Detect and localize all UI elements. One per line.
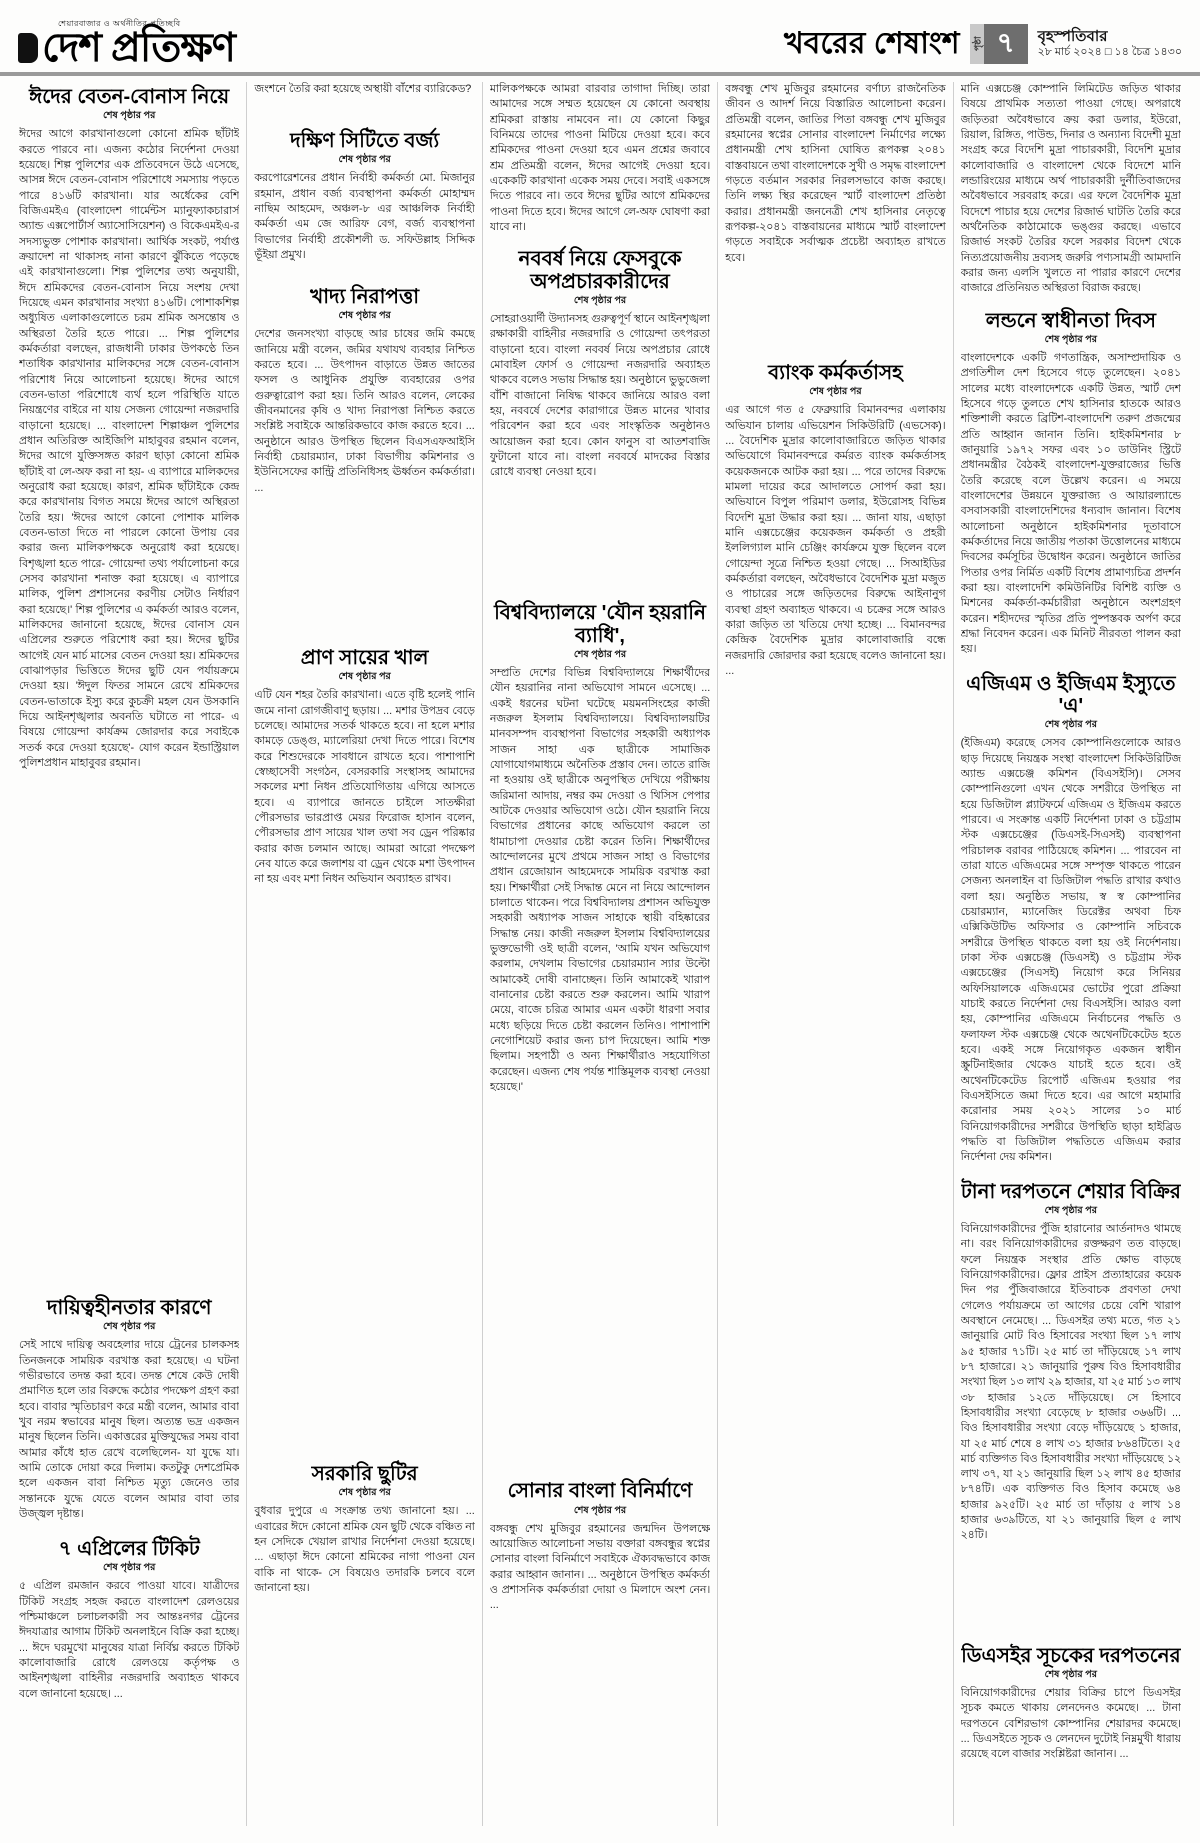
article-headline: লন্ডনে স্বাধীনতা দিবস	[985, 309, 1156, 332]
continued-from-label: শেষ পৃষ্ঠার পর	[1044, 719, 1097, 731]
column-3	[482, 82, 717, 1826]
continued-from-label: শেষ পৃষ্ঠার পর	[338, 310, 391, 322]
page-word-label: পৃষ্ঠা	[970, 24, 984, 64]
article-negligence	[19, 1293, 239, 1528]
article-body: সেই সাথে দায়িত্ব অবহেলার দায়ে ট্রেনের চালকসহ তিনজনকে সাময়িক বরখাস্ত করা হয়েছে। এ ঘটনা গভীরভাবে তদন্ত করা হবে। তদন্ত শেষে কেউ দোষী প্রমাণিত হলে তার বিরুদ্ধে কঠোর পদক্ষেপ গ্রহণ করা হবে। বাবার স্মৃতিচারণ করে মন্ত্রী বলেন, আমার বাবা খুব নরম স্বভাবের মানুষ ছিল। অত্যন্ত ভদ্র একজন মানুষ ছিলেন তিনি। একাত্তরের মুক্তিযুদ্ধের সময় বাবা আমার কাঁধে হাত রেখে বলেছিলেন- যা যুদ্ধে যা। আমি তোকে দোয়া করে দিলাম। কতটুকু দেশপ্রেমিক হলে একজন বাবা নিশ্চিত মৃত্যু জেনেও তার সন্তানকে যুদ্ধে যেতে বলেন আমার বাবা তার উজ্জ্বল দৃষ্টান্ত।	[19, 1339, 240, 1520]
date-line: ২৮ মার্চ ২০২৪ □ ১৪ চৈত্র ১৪৩০	[1037, 46, 1182, 59]
section-title: খবরের শেষাংশ	[783, 27, 960, 60]
article-body: বিনিয়োগকারীদের শেয়ার বিক্রির চাপে ডিএসইর সূচক কমতে থাকায় লেনদেনও কমেছে। ... টানা দরপতনে বেশিরভাগ কোম্পানির শেয়ারদর কমেছে। ... ডিএসইতে সূচক ও লেনদেন দুটোই নিম্নমুখী ধারায় রয়েছে বলে বাজার সংশ্লিষ্টরা জানান। ...	[960, 1686, 1182, 1761]
article-body: বাংলাদেশকে একটি গণতান্ত্রিক, অসাম্প্রদায়িক ও প্রগতিশীল দেশ হিসেবে গড়ে তুলেছেন। ২০৪১ সালের মধ্যে বাংলাদেশকে একটি উন্নত, স্মার্ট দেশ হিসেবে গড়ে তুলতে শেখ হাসিনার হাতকে আরও শক্তিশালী করতে ব্রিটিশ-বাংলাদেশি তরুণ প্রজন্মের প্রতি আহ্বান জানান তিনি। হাইকমিশনার ৮ জানুয়ারি ১৯৭২ সফর এবং ১০ ডাউনিং স্ট্রিটে প্রধানমন্ত্রীর বৈঠকই বাংলাদেশ-যুক্তরাজ্যের ভিত্তি তৈরি করেছে বলে উল্লেখ করেন। এ সময়ে বাংলাদেশের উন্নয়নে যুক্তরাজ্য ও আয়ারল্যান্ডে বসবাসকারী বাংলাদেশিদের ধন্যবাদ জানান। বিশেষ আলোচনা অনুষ্ঠানে হাইকমিশনার দূতাবাসে কর্মকর্তাদের নিয়ে জাতীয় পতাকা উত্তোলনের মাধ্যমে দিবসের কর্মসূচির উদ্বোধন করেন। অনুষ্ঠানে জাতির পিতার ওপর নির্মিত একটি বিশেষ প্রামাণ্যচিত্র প্রদর্শন করা হয়। বাংলাদেশি কমিউনিটির বিশিষ্ট ব্যক্তি ও মিশনের কর্মকর্তা-কর্মচারীরা অনুষ্ঠানে অংশগ্রহণ করেন। শহীদদের স্মৃতির প্রতি পুষ্পস্তবক অর্পণ করে শ্রদ্ধা নিবেদন করেন। এক মিনিট নীরবতা পালন করা হয়।	[960, 351, 1182, 656]
fragment-body: বঙ্গবন্ধু শেখ মুজিবুর রহমানের বর্ণাঢ্য রাজনৈতিক জীবন ও আদর্শ নিয়ে বিস্তারিত আলোচনা করেন। প্রতিমন্ত্রী বলেন, জাতির পিতা বঙ্গবন্ধু শেখ মুজিবুর রহমানের স্বপ্নের সোনার বাংলাদেশ নির্মাণের লক্ষ্যে প্রধানমন্ত্রী শেখ হাসিনা ঘোষিত রূপকল্প ২০৪১ বাস্তবায়নে তথা বাংলাদেশকে সুখী ও সমৃদ্ধ বাংলাদেশ গড়তে বর্তমান সরকার নিরলসভাবে কাজ করছে। তিনি লক্ষ্য স্থির করেছেন স্মার্ট বাংলাদেশ প্রতিষ্ঠা করার। প্রধানমন্ত্রী জননেত্রী শেখ হাসিনার নেতৃত্বে রূপকল্প-২০৪১ বাস্তবায়নের মাধ্যমে স্মার্ট বাংলাদেশ গড়তে সবাইকে সর্বাত্মক প্রচেষ্টা অব্যাহত রাখতে হবে।	[725, 83, 946, 264]
column-1	[12, 82, 246, 1826]
continued-from-label: শেষ পৃষ্ঠার পর	[338, 154, 391, 166]
article-body: এর আগে গত ৫ ফেব্রুয়ারি বিমানবন্দর এলাকায় অভিযান চালায় এভিয়েশন সিকিউরিটি (এভসেক)। ... বৈদেশিক মুদ্রার কালোবাজারিতে জড়িত থাকার অভিযোগে বিমানবন্দরে কর্মরত ব্যাংক কর্মকর্তাসহ কয়েকজনকে আটক করা হয়। ... পরে তাদের বিরুদ্ধে মামলা দায়ের করে আদালতে সোপর্দ করা হয়। অভিযানে বিপুল পরিমাণ ডলার, ইউরোসহ বিভিন্ন বিদেশি মুদ্রা উদ্ধার করা হয়। ... জানা যায়, এছাড়া মানি এক্সচেঞ্জের কয়েকজন কর্মকর্তা ও প্রহরী ইললিগ্যাল মানি চেঞ্জিং কার্যক্রমে যুক্ত ছিলেন বলে গোয়েন্দা সূত্রে নিশ্চিত হওয়া গেছে। ... সিআইডির কর্মকর্তারা বলছেন, অবৈধভাবে বৈদেশিক মুদ্রা মজুত ও পাচারের সঙ্গে জড়িতদের বিরুদ্ধে আইনানুগ ব্যবস্থা গ্রহণ অব্যাহত থাকবে। এ চক্রের সঙ্গে আরও কারা জড়িত তা খতিয়ে দেখা হচ্ছে। ... বিমানবন্দর কেন্দ্রিক বৈদেশিক মুদ্রার কালোবাজারি বন্ধে নজরদারি জোরদার করা হয়েছে বলেও জানানো হয়। ...	[725, 404, 946, 677]
article-body: এটি যেন শহর তৈরি কারখানা। এতে বৃষ্টি হলেই পানি জমে নানা রোগজীবাণু ছড়ায়। ... মশার উপদ্রব বেড়ে চলেছে। আমাদের সতর্ক থাকতে হবে। না হলে মশার কামড়ে ডেঙ্গু, ম্যালেরিয়া দেখা দিতে পারে। বিশেষ করে শিশুদেরকে সাবধানে রাখতে হবে। পাশাপাশি স্বেচ্ছাসেবী সংগঠন, বেসরকারি সংস্থাসহ আমাদের সকলের মশা নিধন প্রতিযোগিতায় এগিয়ে আসতে হবে। এ ব্যাপারে জানতে চাইলে সাতক্ষীরা পৌরসভার ভারপ্রাপ্ত মেয়র ফিরোজ হাসান বলেন, পৌরসভার প্রাণ সায়ের খাল তথা সব ড্রেন পরিষ্কার করার কাজ চলমান আছে। আমরা আরো পদক্ষেপ নেব যাতে করে জলাশয় বা ড্রেন থেকে মশা উৎপাদন না হয় এবং মশা নিধন অভিযান অব্যাহত রাখব।	[254, 689, 475, 886]
article-bank-officials	[725, 358, 945, 684]
article-columns	[0, 76, 1200, 1836]
column-4	[717, 82, 952, 1826]
article-body: ঈদের আগে কারখানাগুলো কোনো শ্রমিক ছাঁটাই করতে পারবে না। এজন্য কঠোর নির্দেশনা দেওয়া হয়েছে। শিল্প পুলিশের এক প্রতিবেদনে উঠে এসেছে, আসন্ন ঈদে বেতন-বোনাস পরিশোধে সমস্যায় পড়তে পারে ৪১৬টি কারখানা। যার অর্ধেকের বেশি বিজিএমইএ (বাংলাদেশ গার্মেন্টস ম্যানুফ্যাকচারার্স অ্যান্ড এক্সপোর্টার্স অ্যাসোসিয়েশন) ও বিকেএমইএ-র সদস্যভুক্ত পোশাক কারখানা। আর্থিক সংকট, পর্যাপ্ত ক্রয়াদেশ না থাকাসহ নানা কারণে ঝুঁকিতে পড়েছে এই কারখানাগুলো। শিল্প পুলিশের তথ্য অনুযায়ী, ঈদে শ্রমিকদের বেতন-বোনাস নিয়ে সংশয় দেখা দিয়েছে এমন কারখানার সংখ্যা ৪১৬টি। পোশাকশিল্প অধ্যুষিত এলাকাগুলোতে চরম শ্রমিক অসন্তোষ ও অস্থিরতা তৈরি হতে পারে। ... শিল্প পুলিশের কর্মকর্তারা বলছেন, রাজধানী ঢাকার উপকণ্ঠে তিন শতাধিক কারখানার মালিকদের সঙ্গে বেতন-বোনাস পরিশোধ নিয়ে আলোচনা হয়েছে। ঈদের আগে বেতন-ভাতা পরিশোধে ব্যর্থ হলে পরিস্থিতি যাতে নিয়ন্ত্রণের বাইরে না যায় সেজন্য গোয়েন্দা নজরদারি বাড়ানো হয়েছে। ... বাংলাদেশ শিল্পাঞ্চল পুলিশের প্রধান অতিরিক্ত আইজিপি মাহাবুবর রহমান বলেন, ঈদের আগে যুক্তিসঙ্গত কারণ ছাড়া কোনো শ্রমিক ছাঁটাই বা লে-অফ করা না হয়- এ ব্যাপারে মালিকদের অনুরোধ করা হয়েছে। কারণ, শ্রমিক ছাঁটাইকে কেন্দ্র করে কারখানায় বিগত সময়ে ঈদের আগে অস্থিরতা তৈরি হয়। 'ঈদের আগে কোনো পোশাক মালিক বেতন-ভাতা দিতে না পারলে কোনো উপায় বের করার জন্য মালিকপক্ষকে অনুরোধ করা হয়েছে। বিশৃঙ্খলা হতে পারে- গোয়েন্দা তথ্য পর্যালোচনা করে সেসব কারখানা শনাক্ত করা হয়েছে। এ ব্যাপারে মালিক, পুলিশ প্রশাসনের করণীয় সেটাও নির্ধারণ করা হয়েছে।' শিল্প পুলিশের এ কর্মকর্তা আরও বলেন, মালিকদের জানানো হয়েছে, ঈদের বোনাস যেন এপ্রিলের শুরুতে পরিশোধ করা হয়। ঈদের ছুটির আগেই যেন মার্চ মাসের বেতন দেওয়া হয়। শ্রমিকদের বোঝাপড়ার ভিত্তিতে ঈদের ছুটি যেন পর্যায়ক্রমে দেওয়া হয়। 'ঈদুল ফিতর সামনে রেখে শ্রমিকদের বেতন-ভাতাকে ইস্যু করে কুচক্রী মহল যেন উসকানি দিয়ে আইনশৃঙ্খলার অবনতি ঘটাতে না পারে- এ বিষয়ে গোয়েন্দা কার্যক্রম জোরদার করে সবাইকে সতর্ক করে দেওয়া হয়েছে'- যোগ করেন ইন্ডাস্ট্রিয়াল পুলিশপ্রধান মাহাবুবর রহমান।	[19, 128, 240, 769]
article-headline: এজিএম ও ইজিএম ইস্যুতে 'এ'	[966, 672, 1176, 717]
article-headline: বিশ্ববিদ্যালয়ে 'যৌন হয়রানি ব্যাধি',	[494, 602, 706, 647]
article-headline: সরকারি ছুটির	[311, 1463, 418, 1485]
fragment-body: জংশনে তৈরি করা হয়েছে অস্থায়ী বাঁশের ব্যারিকেড?	[254, 83, 472, 95]
continued-from-label: শেষ পৃষ্ঠার পর	[1044, 1204, 1097, 1216]
fragment-body: মানি এক্সচেঞ্জ কোম্পানি লিমিটেড জড়িত থাকার বিষয়ে প্রাথমিক সত্যতা পাওয়া গেছে। অপরাধে জড়িতরা অবৈধভাবে ক্রয় করা ডলার, ইউরো, রিয়াল, রিঙ্গিত, পাউন্ড, দিনার ও অন্যান্য বিদেশী মুদ্রা সংগ্রহ করে বিদেশি মুদ্রা পাচারকারী, বিদেশি মুদ্রার কালোবাজারি ও বাংলাদেশ থেকে বিদেশে মানি লন্ডারিংয়ের মাধ্যমে অর্থ পাচারকারী দুর্নীতিবাজদের অবৈধভাবে সরবরাহ করে। এর ফলে বৈদেশিক মুদ্রা বিদেশে পাচার হয়ে দেশের রিজার্ভ ঘাটতি তৈরি করে অর্থনৈতিক কাঠামোকে ভঙ্গুর করছে। এভাবে রিজার্ভ সংকট তৈরির ফলে সরকার বিদেশ থেকে নিত্যপ্রয়োজনীয় দ্রব্যসহ জরুরি পণ্যসামগ্রী আমদানি করার জন্য এলসি খুলতে না পারার কারণে দেশের বাজারে প্রতিনিয়ত অস্থিরতা বিরাজ করছে।	[960, 83, 1182, 295]
article-dse-index-fall	[961, 1641, 1181, 1768]
masthead-right	[784, 24, 1182, 68]
newspaper-logo	[18, 28, 235, 68]
article-sonar-bangla	[490, 1476, 710, 1618]
article-headline: ৭ এপ্রিলের টিকিট	[58, 1538, 200, 1560]
article-noboborsho-facebook	[490, 244, 710, 592]
article-body: বুধবার দুপুরে এ সংক্রান্ত তথ্য জানানো হয়। ... এবারের ঈদে কোনো শ্রমিক যেন ছুটি থেকে বঞ্চিত না হন সেদিকে খেয়াল রাখার নির্দেশনা দেওয়া হয়েছে। ... এছাড়া ঈদে কোনো শ্রমিকের নাগা পাওনা যেন বাকি না থাকে- সে বিষয়েও তদারকি চলবে বলে জানানো হয়।	[254, 1505, 475, 1595]
article-body: সোহরাওয়ার্দী উদ্যানসহ গুরুত্বপূর্ণ স্থানে আইনশৃঙ্খলা রক্ষাকারী বাহিনীর নজরদারি ও গোয়েন্দা তৎপরতা বাড়ানো হবে। বাংলা নববর্ষ নিয়ে অপপ্রচার রোধে মোবাইল ফোর্স ও গোয়েন্দা নজরদারি অব্যাহত থাকবে বলেও সভায় সিদ্ধান্ত হয়। অনুষ্ঠানে ভুভুজেলা বাঁশি বাজানো নিষিদ্ধ থাকবে জানিয়ে আরও বলা হয়, নববর্ষে দেশের কারাগারে উন্নত মানের খাবার পরিবেশন করা হবে এবং সাংস্কৃতিক অনুষ্ঠানও আয়োজন করা হবে। কোন ফানুস বা আতশবাজি ফুটানো যাবে না। বাংলা নববর্ষে মাদকের বিস্তার রোধে ব্যবস্থা নেওয়া হবে।	[489, 313, 711, 479]
article-body: সম্প্রতি দেশের বিভিন্ন বিশ্ববিদ্যালয়ে শিক্ষার্থীদের যৌন হয়রানির নানা অভিযোগ সামনে এসেছে। ... একই ধরনের ঘটনা ঘটেছে ময়মনসিংহের কাজী নজরুল ইসলাম বিশ্ববিদ্যালয়ে। বিশ্ববিদ্যালয়টির মানবসম্পদ ব্যবস্থাপনা বিভাগের সহকারী অধ্যাপক সাজন সাহা এক ছাত্রীকে সামাজিক যোগাযোগমাধ্যমে অনৈতিক প্রস্তাব দেন। তাতে রাজি না হওয়ায় ওই ছাত্রীকে অনুপস্থিত দেখিয়ে পরীক্ষায় জরিমানা আদায়, নম্বর কম দেওয়া ও থিসিস পেপার আটকে দেওয়ার অভিযোগ ওঠে। যৌন হয়রানি নিয়ে বিভাগের প্রধানের কাছে অভিযোগ করলে তা ধামাচাপা দেওয়ার চেষ্টা করেন তিনি। শিক্ষার্থীদের আন্দোলনের মুখে প্রথমে সাজন সাহা ও বিভাগের প্রধান রেজোয়ান আহমেদকে সাময়িক বরখাস্ত করা হয়। শিক্ষার্থীরা সেই সিদ্ধান্ত মেনে না নিয়ে আন্দোলন চালাতে থাকেন। পরে বিশ্ববিদ্যালয় প্রশাসন অভিযুক্ত সহকারী অধ্যাপক সাজন সাহাকে স্থায়ী বহিষ্কারের সিদ্ধান্ত নেয়। কাজী নজরুল ইসলাম বিশ্ববিদ্যালয়ের ভুক্তভোগী ওই ছাত্রী বলেন, 'আমি যখন অভিযোগ করলাম, দেখলাম বিভাগের চেয়ারম্যান স্যার উল্টো আমাকেই দোষী বানাচ্ছেন। তিনি আমাকেই খারাপ বানানোর চেষ্টা করতে শুরু করলেন। আমি খারাপ মেয়ে, বাজে চরিত্র আমার এমন একটা ধারণা সবার মধ্যে ছড়িয়ে দিতে চেষ্টা করলেন তিনিও। পাশাপাশি নেগোশিয়েট করার জন্য চাপ দিয়েছেন। আমি শক্ত ছিলাম। সহপাঠী ও অন্য শিক্ষার্থীরাও সহযোগিতা করেছেন। এজন্য শেষ পর্যন্ত শাস্তিমূলক ব্যবস্থা নেওয়া হয়েছে।'	[489, 667, 711, 1093]
continued-from-label: শেষ পৃষ্ঠার পর	[1044, 1668, 1097, 1680]
article-university-harassment	[490, 598, 710, 1470]
continuation-fragment	[961, 82, 1181, 302]
article-headline: প্রাণ সায়ের খাল	[300, 647, 429, 669]
column-5	[953, 82, 1188, 1826]
continuation-fragment	[490, 82, 710, 240]
masthead-tagline: শেয়ারবাজার ও অর্থনীতির প্রতিচ্ছবি	[58, 19, 181, 28]
article-body: দেশের জনসংখ্যা বাড়ছে আর চাষের জমি কমছে জানিয়ে মন্ত্রী বলেন, জমির যথাযথ ব্যবহার নিশ্চিত করতে হবে। ... উৎপাদন বাড়াতে উন্নত জাতের ফসল ও আধুনিক প্রযুক্তি ব্যবহারের ওপর গুরুত্বারোপ করা হয়। তিনি আরও বলেন, লেকের জীবনমানের কৃষি ও খাদ্য নিরাপত্তা নিশ্চিত করতে সংশ্লিষ্ট সবাইকে আন্তরিকভাবে কাজ করতে হবে। ... অনুষ্ঠানে আরও উপস্থিত ছিলেন বিএসএফআইসি নির্বাহী চেয়ারম্যান, ঢাকা বিভাগীয় কমিশনার ও ইউনিসেফের কান্ট্রি প্রতিনিধিসহ ঊর্ধ্বতন কর্মকর্তারা। ...	[254, 328, 475, 494]
continued-from-label: শেষ পৃষ্ঠার পর	[1044, 333, 1097, 345]
date-block	[1038, 28, 1182, 59]
article-headline: খাদ্য নিরাপত্তা	[310, 286, 420, 308]
continued-from-label: শেষ পৃষ্ঠার পর	[338, 671, 391, 683]
continuation-fragment	[725, 82, 945, 354]
masthead	[0, 0, 1200, 68]
article-pran-sayer-canal	[254, 643, 474, 1453]
logo-block	[18, 20, 235, 68]
article-headline: সোনার বাংলা বিনির্মাণে	[507, 1480, 693, 1503]
weekday-label: বৃহস্পতিবার	[1037, 28, 1108, 46]
article-eid-bonus	[19, 82, 239, 1287]
article-agm-egm	[961, 669, 1181, 1171]
article-govt-holiday	[254, 1459, 474, 1601]
newspaper-logo-text: দেশ প্রতিক্ষণ	[42, 26, 235, 70]
continued-from-label: শেষ পৃষ্ঠার পর	[573, 295, 627, 307]
continued-from-label: শেষ পৃষ্ঠার পর	[809, 386, 862, 398]
continued-from-label: শেষ পৃষ্ঠার পর	[573, 1504, 627, 1516]
continuation-fragment	[254, 82, 474, 122]
page-number: ৭	[984, 24, 1028, 64]
continued-from-label: শেষ পৃষ্ঠার পর	[103, 1562, 156, 1574]
article-body: বিনিয়োগকারীদের পুঁজি হারানোর আর্তনাদও থামছে না। বরং বিনিয়োগকারীদের রক্তক্ষরণ তত বাড়ছে। ফলে নিয়ন্ত্রক সংস্থার প্রতি ক্ষোভ বাড়ছে বিনিয়োগকারীদের। ফ্লোর প্রাইস প্রত্যাহারের কয়েক দিন পর পুঁজিবাজারে ইতিবাচক প্রবণতা দেখা গেলেও পর্যায়ক্রমে তা আগের চেয়ে বেশি খারাপ অবস্থানে নেমেছে। ... ডিএসইর তথ্য মতে, গত ২১ জানুয়ারি মোট বিও হিসাবের সংখ্যা ছিল ১৭ লাখ ৯৫ হাজার ৭১টি। ২৫ মার্চ তা দাঁড়িয়েছে ১৭ লাখ ৮৭ হাজারে। ২১ জানুয়ারি পুরুষ বিও হিসাবধারীর সংখ্যা ছিল ১৩ লাখ ২৯ হাজার, যা ২৫ মার্চ ১৩ লাখ ৩৮ হাজার ১২তে দাঁড়িয়েছে। সে হিসাবে হিসাবধারীর সংখ্যা বেড়েছে ৮ হাজার ৩৬৬টি। ... বিও হিসাবধারীর সংখ্যা বেড়ে দাঁড়িয়েছে ১ হাজার, যা ২৫ মার্চ শেষে ৪ লাখ ৩১ হাজার ৮৬৪টিতে। ২৫ মার্চ ব্যক্তিগত বিও হিসাবধারীর সংখ্যা দাঁড়িয়েছে ১২ লাখ ৩৭, যা ২১ জানুয়ারি ছিল ১২ লাখ ৪৫ হাজার ৮৭৪টি। এক ব্যক্তিগত বিও হিসাব কমেছে ৬৪ হাজার ৯২৫টি। ২৫ মার্চ তা দাঁড়ায় ৫ লাখ ১৪ হাজার ৬৩৯টিতে, যা ২১ জানুয়ারি ছিল ৫ লাখ ২৪টি।	[960, 1222, 1182, 1542]
article-body: ৫ এপ্রিল রমজান করবে পাওয়া যাবে। যাত্রীদের টিকিট সংগ্রহ সহজ করতে বাংলাদেশ রেলওয়ের পশ্চিমাঞ্চলে চলাচলকারী সব আন্তঃনগর ট্রেনের ঈদযাত্রার আগাম টিকিট অনলাইনে বিক্রি করা হচ্ছে। ... ঈদে ঘরমুখো মানুষের যাত্রা নির্বিঘ্ন করতে টিকিট কালোবাজারি রোধে রেলওয়ে কর্তৃপক্ষ ও আইনশৃঙ্খলা বাহিনীর নজরদারি অব্যাহত থাকবে বলে জানানো হয়েছে। ...	[19, 1580, 240, 1700]
article-headline: দায়িত্বহীনতার কারণে	[46, 1297, 212, 1319]
column-2	[246, 82, 481, 1826]
article-south-city-waste	[254, 126, 474, 276]
article-headline: টানা দরপতনে শেয়ার বিক্রির	[960, 1180, 1181, 1203]
article-headline: দক্ষিণ সিটিতে বর্জ্য	[290, 130, 440, 152]
article-body: করপোরেশনের প্রধান নির্বাহী কর্মকর্তা মো. মিজানুর রহমান, প্রধান বর্জ্য ব্যবস্থাপনা কর্মকর্তা মোহাম্মদ নাছিম আহমেদ, অঞ্চল-৮ এর আঞ্চলিক নির্বাহী কর্মকর্তা এম জে আরিফ বেগ, বর্জ্য ব্যবস্থাপনা বিভাগের নির্বাহী প্রকৌশলী ড. সফিউল্লাহ সিদ্দিক ভূঁইয়া প্রমুখ।	[254, 172, 475, 262]
article-headline: নববর্ষ নিয়ে ফেসবুকে অপপ্রচারকারীদের	[518, 248, 682, 293]
page-number-box	[970, 24, 1028, 64]
article-headline: ব্যাংক কর্মকর্তাসহ	[768, 362, 903, 384]
article-headline: ডিএসইর সূচকের দরপতনের	[961, 1644, 1181, 1667]
article-london-independence-day	[961, 306, 1181, 663]
article-share-selloff	[961, 1177, 1181, 1635]
article-food-security	[254, 282, 474, 637]
article-april7-ticket	[19, 1534, 239, 1707]
continued-from-label: শেষ পৃষ্ঠার পর	[338, 1487, 391, 1499]
continued-from-label: শেষ পৃষ্ঠার পর	[103, 1321, 156, 1333]
article-body: বঙ্গবন্ধু শেখ মুজিবুর রহমানের জন্মদিন উপলক্ষে আয়োজিত আলোচনা সভায় বক্তারা বঙ্গবন্ধুর স্বপ্নের সোনার বাংলা বিনির্মাণে সবাইকে ঐক্যবদ্ধভাবে কাজ করার আহ্বান জানান। ... অনুষ্ঠানে উপস্থিত কর্মকর্তা ও প্রশাসনিক কর্মকর্তারা দোয়া ও মিলাদে অংশ নেন। ...	[489, 1522, 711, 1612]
article-headline: ঈদের বেতন-বোনাস নিয়ে	[29, 86, 230, 108]
article-body: (ইজিএম) করেছে সেসব কোম্পানিগুলোকে আরও ছাড় দিয়েছে নিয়ন্ত্রক সংস্থা বাংলাদেশ সিকিউরিটিজ অ্যান্ড এক্সচেঞ্জ কমিশন (বিএসইসি)। সেসব কোম্পানিগুলো এখন থেকে সশরীরে উপস্থিত না হয়ে ডিজিটাল প্ল্যাটফর্মে এজিএম ও ইজিএম করতে পারবে। এ সংক্রান্ত একটি নির্দেশনা ঢাকা ও চট্টগ্রাম স্টক এক্সচেঞ্জের (ডিএসই-সিএসই) ব্যবস্থাপনা পরিচালক বরাবর পাঠিয়েছে কমিশন। ... পারবেন না তারা যাতে এজিএমের সঙ্গে সম্পৃক্ত থাকতে পারেন সেজন্য অনলাইন বা ডিজিটাল পদ্ধতি রাখার কথাও বলা হয়। অনুষ্ঠিত সভায়, স্ব স্ব কোম্পানির চেয়ারম্যান, ম্যানেজিং ডিরেক্টর অথবা চিফ এক্সিকিউটিভ অফিসার ও কোম্পানি সচিবকে সশরীরে উপস্থিত থাকতে বলা হয় ওই নির্দেশনায়। ঢাকা স্টক এক্সচেঞ্জ (ডিএসই) ও চট্টগ্রাম স্টক এক্সচেঞ্জের (সিএসই) নিয়োগ করে সিনিয়র অফিসিয়ালকে এজিএমের ভোটের পুরো প্রক্রিয়া যাচাই করতে নির্দেশনা দেয় বিএসইসি। আরও বলা হয়, কোম্পানির এজিএমে নির্বাচনের পদ্ধতি ও ফলাফল স্টক এক্সচেঞ্জ থেকে অথেনটিকেটেড হতে হবে। একই সঙ্গে নিয়োগকৃত একজন স্বাধীন স্ক্রুটিনাইজার থেকেও যাচাই হতে হবে। ওই অথেনটিকেটেড রিপোর্ট এজিএম হওয়ার পর বিএসইসিতে জমা দিতে হবে। এর আগে মহামারি করোনার সময় ২০২১ সালের ১০ মার্চ বিনিয়োগকারীদের সশরীরে উপস্থিতি ছাড়া হাইব্রিড পদ্ধতি বা ডিজিটাল পদ্ধতিতে এজিএম করার নির্দেশনা দেয় কমিশন।	[960, 737, 1182, 1164]
continued-from-label: শেষ পৃষ্ঠার পর	[573, 649, 627, 661]
continued-from-label: শেষ পৃষ্ঠার পর	[103, 110, 156, 122]
logo-mark-icon	[18, 33, 38, 63]
fragment-body: মালিকপক্ষকে আমরা বারবার তাগাদা দিচ্ছি। তারা আমাদের সঙ্গে সম্মত হয়েছেন যে কোনো অবস্থায় শ্রমিকরা রাস্তায় নামবেন না। যে কোনো কিছুর বিনিময়ে তাদের পাওনা মিটিয়ে দেওয়া হবে। কবে শ্রমিকদের পাওনা দেওয়া হবে এমন প্রশ্নের জবাবে শ্রম প্রতিমন্ত্রী বলেন, ঈদের আগেই দেওয়া হবে। একেকটি কারখানা একেক সময় দেবে। সবাই একসঙ্গে দিতে পারবে না। তবে ঈদের ছুটির আগে শ্রমিকদের পাওনা দিতে হবে। ঈদের আগে লে-অফ ঘোষণা করা যাবে না।	[489, 83, 711, 233]
